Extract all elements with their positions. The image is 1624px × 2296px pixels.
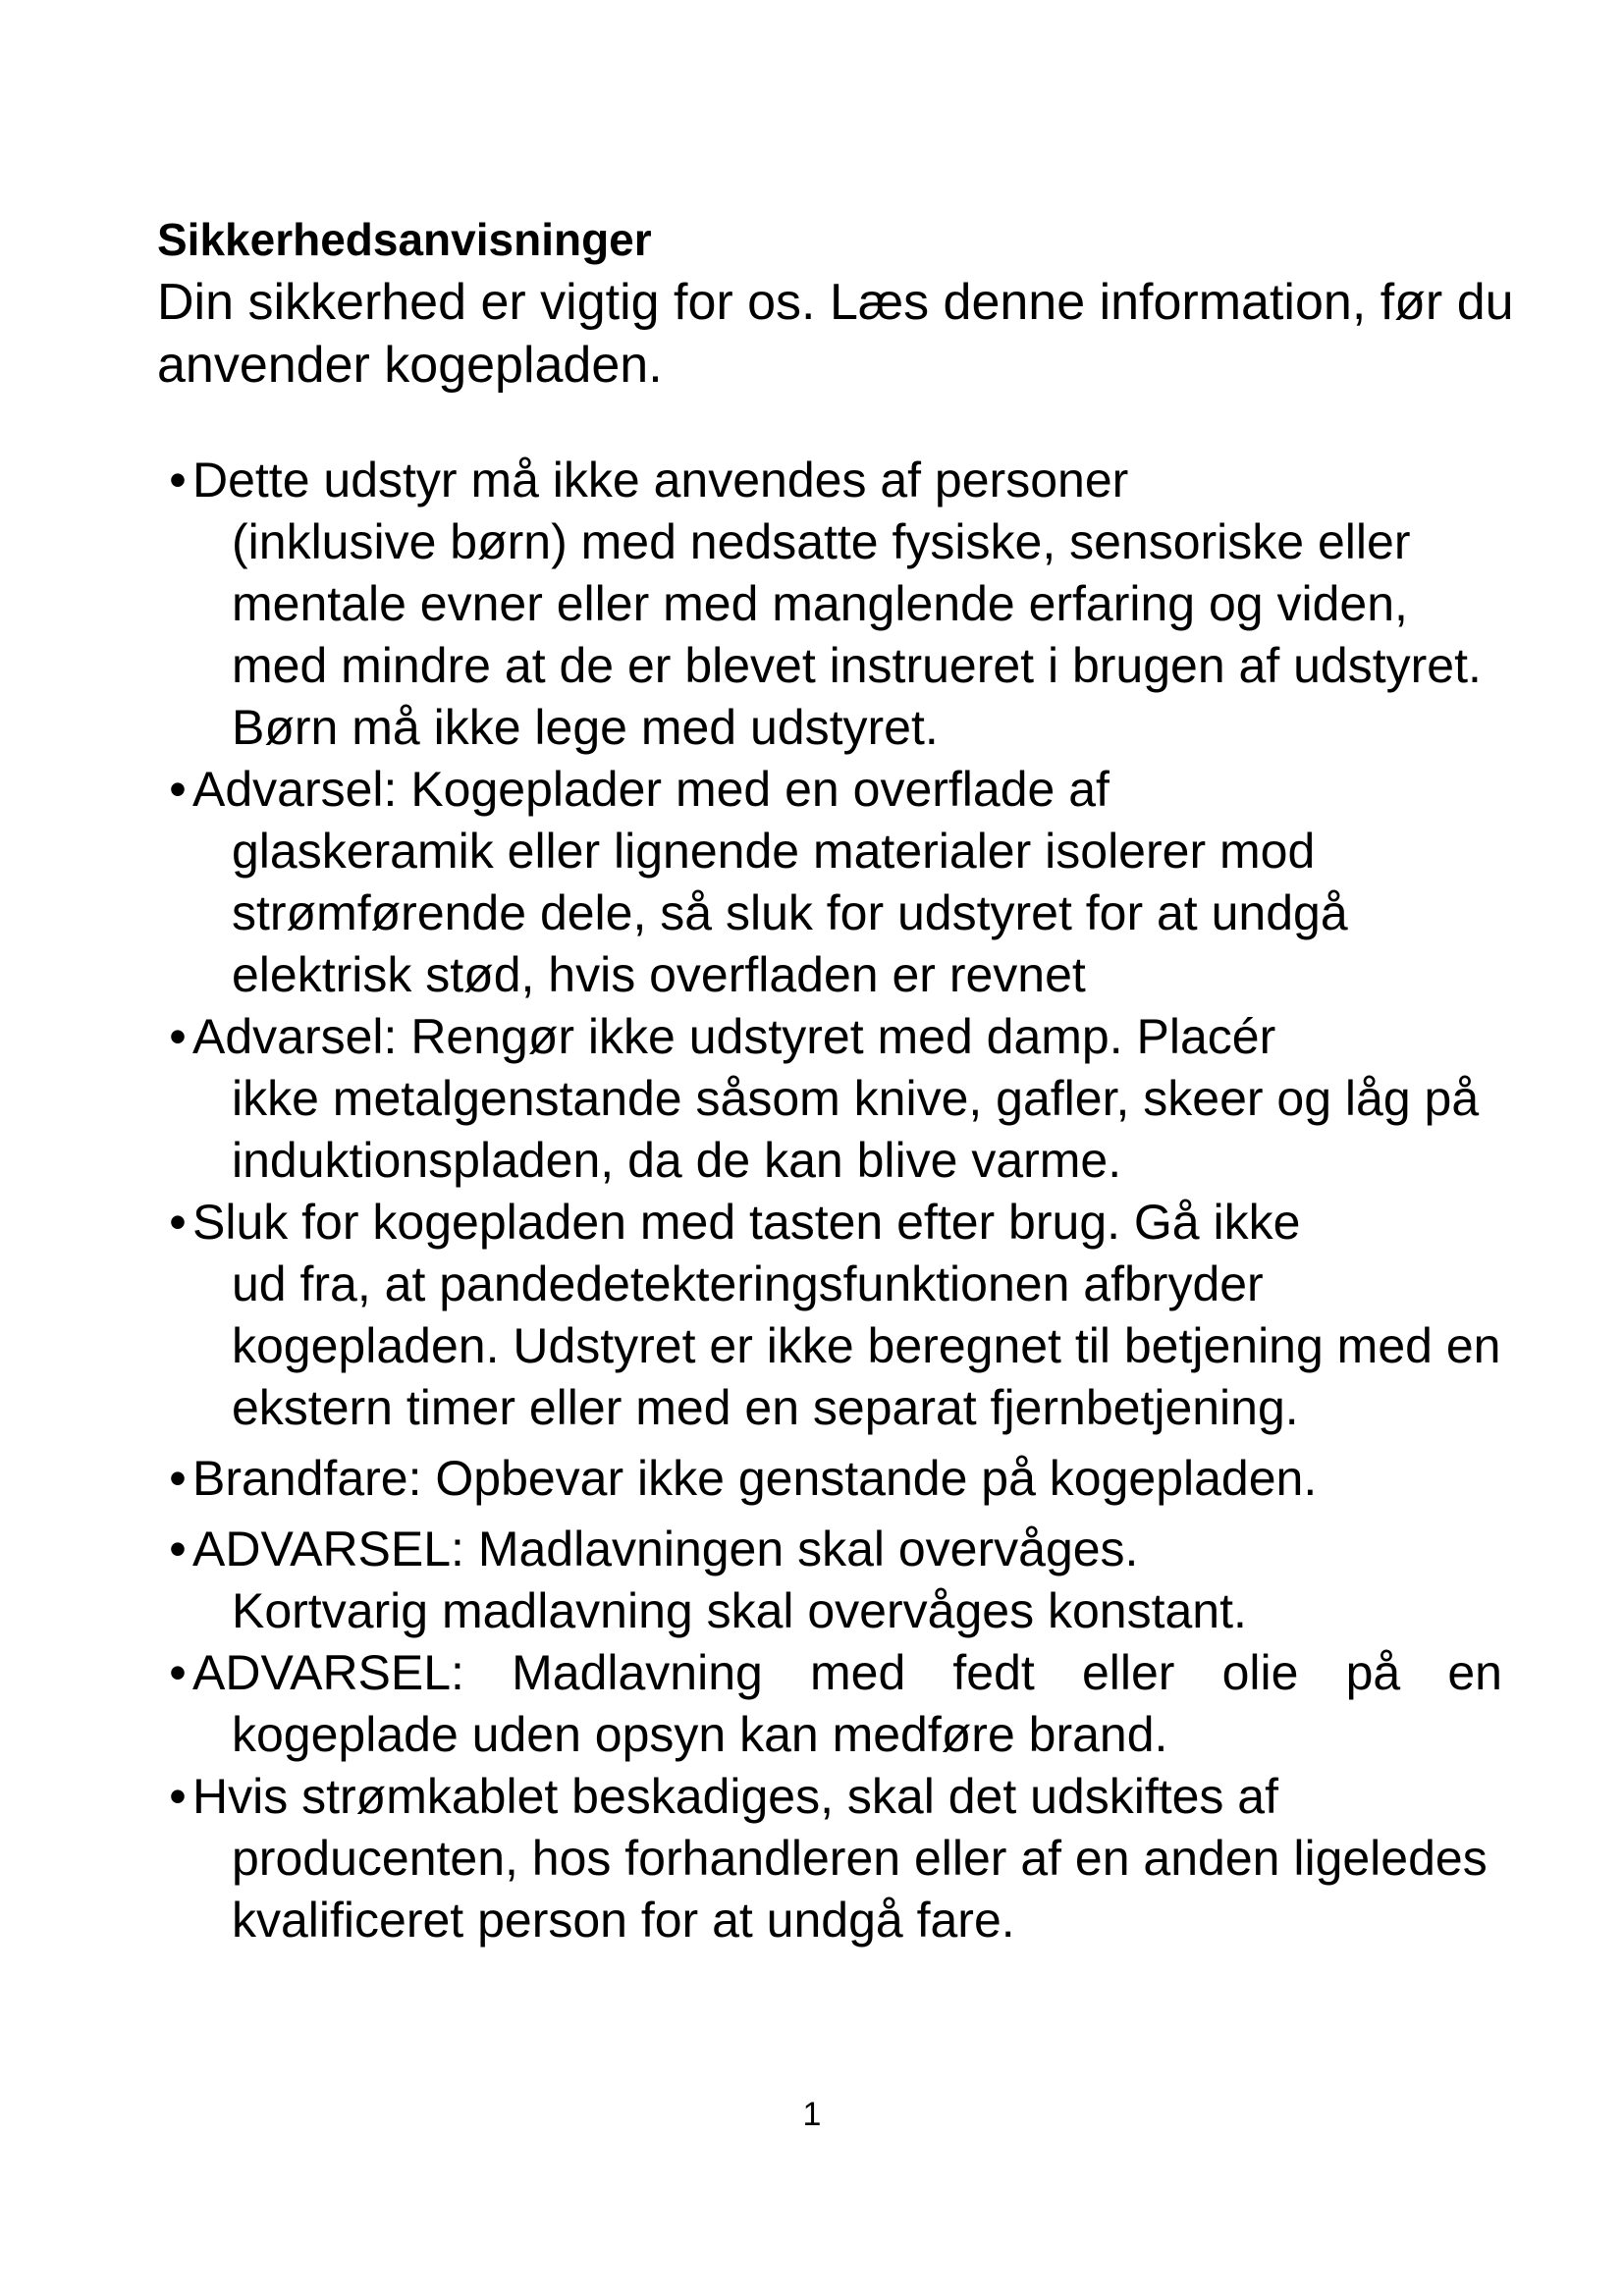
intro-paragraph: Din sikkerhed er vigtig for os. Læs denne information, før du anvender kogepladen. xyxy=(157,274,1514,394)
safety-item-5 xyxy=(167,1448,1502,1510)
safety-item-text: producenten, hos forhandleren eller af en anden ligeledes kvalificeret person for at undgå fare. xyxy=(232,1831,1488,1948)
safety-item-1 xyxy=(167,450,1502,759)
bullet-icon: • xyxy=(169,1451,187,1506)
safety-item-2 xyxy=(167,759,1502,1006)
safety-item-text: ikke metalgenstande såsom knive, gafler, skeer og låg på induktionspladen, da de kan blive varme. xyxy=(232,1071,1480,1188)
bullet-icon: • xyxy=(169,1195,187,1250)
safety-item-3 xyxy=(167,1006,1502,1192)
safety-item-first-line: ADVARSEL: Madlavning med fedt eller olie på en xyxy=(192,1645,1502,1700)
bullet-icon: • xyxy=(169,1645,187,1700)
safety-instructions-list xyxy=(167,450,1502,1951)
safety-item-7 xyxy=(167,1642,1502,1766)
safety-item-4 xyxy=(167,1192,1502,1439)
bullet-icon: • xyxy=(169,453,187,507)
bullet-icon: • xyxy=(169,1769,187,1824)
safety-item-first-line: Advarsel: Kogeplader med en overflade af xyxy=(192,762,1110,817)
safety-item-text: glaskeramik eller lignende materialer isolerer mod strømførende dele, så sluk for udstyret for at undgå elektrisk stød, hvis overfladen er revnet xyxy=(232,824,1348,1002)
safety-item-text: kogeplade uden opsyn kan medføre brand. xyxy=(232,1707,1168,1762)
safety-item-6 xyxy=(167,1519,1502,1642)
bullet-icon: • xyxy=(169,1522,187,1576)
safety-item-first-line: ADVARSEL: Madlavningen skal overvåges. xyxy=(192,1522,1139,1576)
page-number: 1 xyxy=(802,2096,822,2133)
safety-item-first-line: Dette udstyr må ikke anvendes af personer xyxy=(192,453,1129,507)
page-title: Sikkerhedsanvisninger xyxy=(157,214,652,265)
bullet-icon: • xyxy=(169,1009,187,1064)
safety-item-first-line: Advarsel: Rengør ikke udstyret med damp. Placér xyxy=(192,1009,1276,1064)
bullet-icon: • xyxy=(169,762,187,817)
safety-item-first-line: Sluk for kogepladen med tasten efter brug. Gå ikke xyxy=(192,1195,1301,1250)
safety-item-8 xyxy=(167,1766,1502,1951)
safety-item-first-line: Hvis strømkablet beskadiges, skal det udskiftes af xyxy=(192,1769,1279,1824)
safety-item-text: ud fra, at pandedetekteringsfunktionen afbryder kogepladen. Udstyret er ikke beregnet til betjening med en ekstern timer eller med en separat fjernbetjening. xyxy=(232,1256,1501,1435)
safety-item-first-line: Brandfare: Opbevar ikke genstande på kogepladen. xyxy=(192,1451,1318,1506)
safety-item-text: (inklusive børn) med nedsatte fysiske, sensoriske eller mentale evner eller med manglende erfaring og viden, med mindre at de er blevet instrueret i brugen af udstyret. Børn må ikke lege med udstyret. xyxy=(232,514,1482,755)
safety-item-text: Kortvarig madlavning skal overvåges konstant. xyxy=(232,1583,1247,1638)
